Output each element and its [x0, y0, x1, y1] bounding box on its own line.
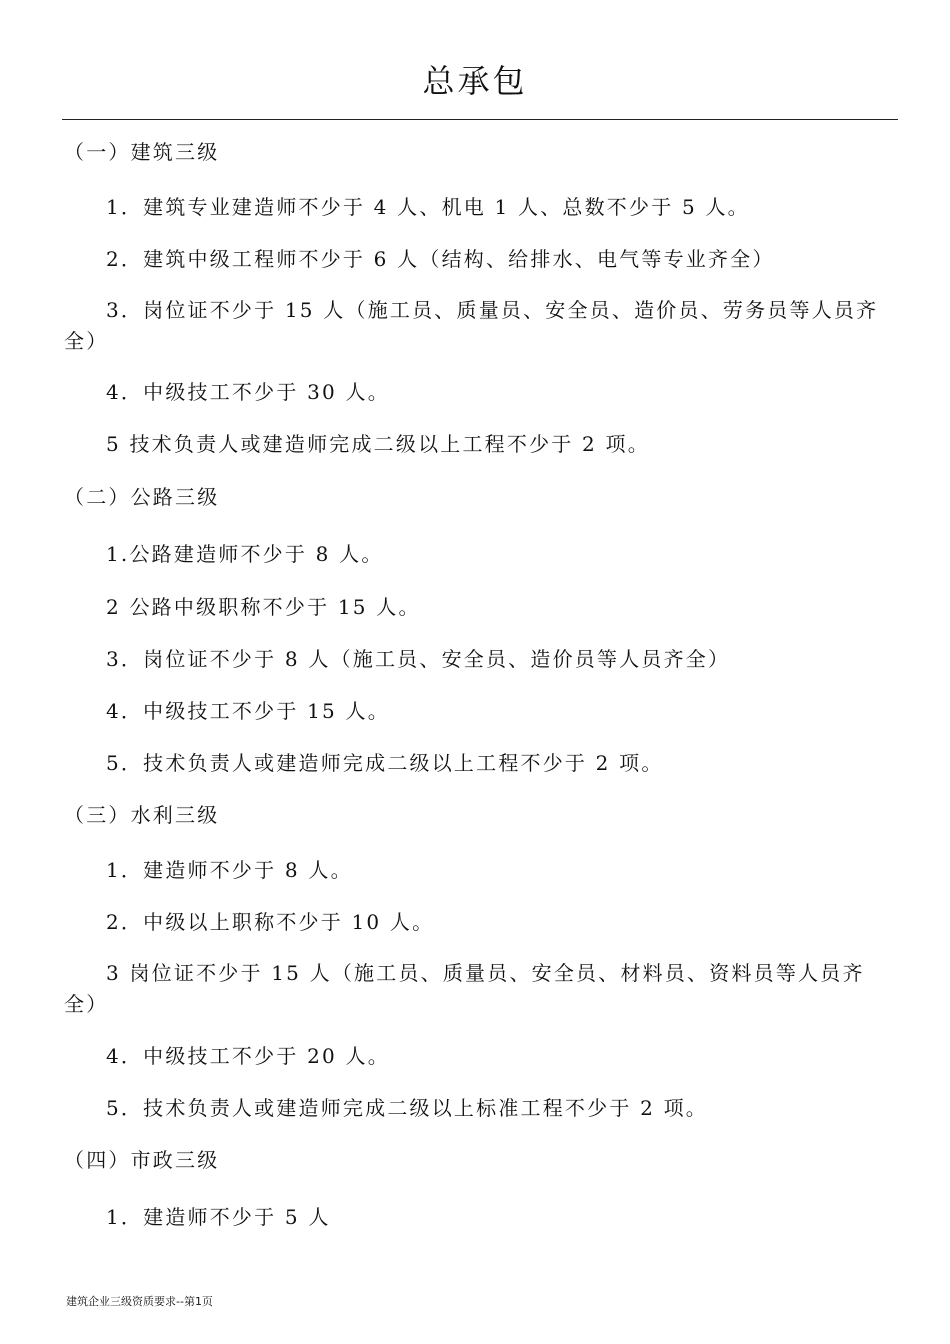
- list-item: 3．岗位证不少于 8 人（施工员、安全员、造价员等人员齐全）: [106, 647, 731, 671]
- list-item: 2 公路中级职称不少于 15 人。: [106, 595, 421, 619]
- list-item: 1．建筑专业建造师不少于 4 人、机电 1 人、总数不少于 5 人。: [106, 195, 750, 219]
- section-heading-water: （三）水利三级: [64, 803, 220, 827]
- list-item: 5 技术负责人或建造师完成二级以上工程不少于 2 项。: [106, 432, 650, 456]
- list-item: 5．技术负责人或建造师完成二级以上工程不少于 2 项。: [106, 751, 664, 775]
- section-heading-highway: （二）公路三级: [64, 485, 220, 509]
- title-divider: [62, 119, 898, 120]
- list-item: 4．中级技工不少于 20 人。: [106, 1044, 390, 1068]
- section-heading-municipal: （四）市政三级: [64, 1148, 220, 1172]
- section-heading-building: （一）建筑三级: [64, 140, 220, 164]
- list-item: 4．中级技工不少于 30 人。: [106, 380, 390, 404]
- list-item: 1．建造师不少于 8 人。: [106, 858, 353, 882]
- page-footer: 建筑企业三级资质要求--第1页: [66, 1295, 213, 1308]
- list-item: 1．建造师不少于 5 人: [106, 1205, 331, 1229]
- list-item: 3 岗位证不少于 15 人（施工员、质量员、安全员、材料员、资料员等人员齐全）: [64, 961, 865, 1016]
- list-item: 1.公路建造师不少于 8 人。: [106, 542, 384, 566]
- list-item: 2．中级以上职称不少于 10 人。: [106, 910, 435, 934]
- page-title: 总承包: [422, 62, 528, 100]
- list-item: 5．技术负责人或建造师完成二级以上标准工程不少于 2 项。: [106, 1096, 708, 1120]
- list-item: 4．中级技工不少于 15 人。: [106, 699, 390, 723]
- list-item: 3．岗位证不少于 15 人（施工员、质量员、安全员、造价员、劳务员等人员齐全）: [64, 298, 879, 353]
- list-item: 2．建筑中级工程师不少于 6 人（结构、给排水、电气等专业齐全）: [106, 247, 775, 271]
